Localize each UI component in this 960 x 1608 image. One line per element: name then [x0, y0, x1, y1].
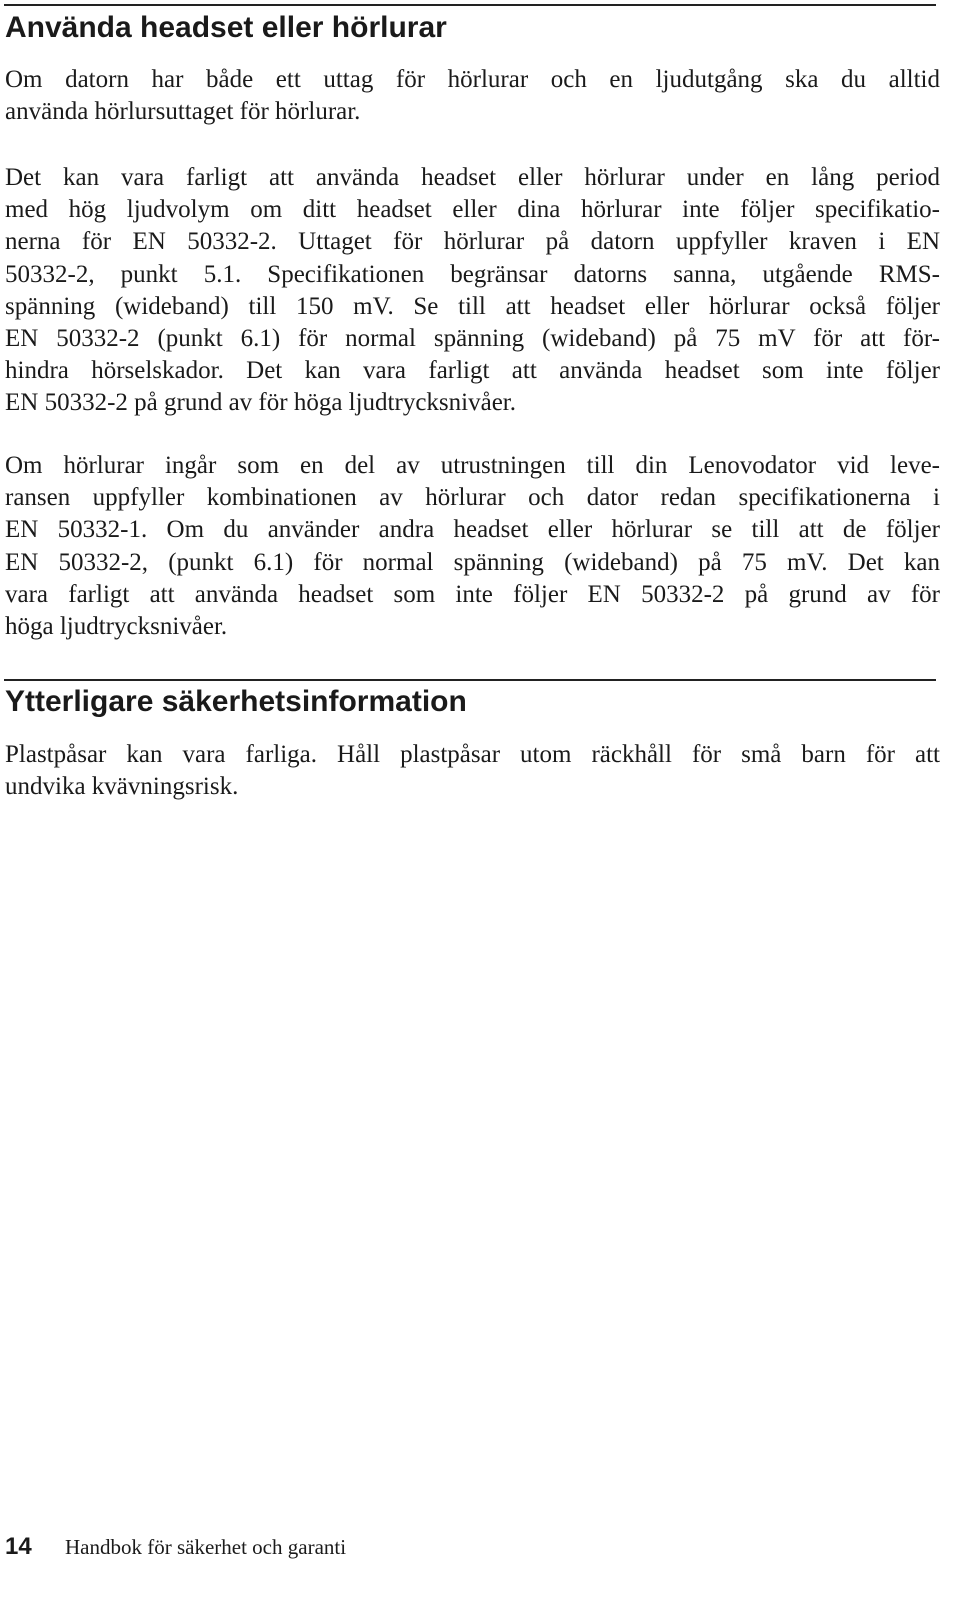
text-line: 50332-2, punkt 5.1. Specifikationen begränsar datorns sanna, utgående RMS- [5, 260, 940, 288]
text-line: ransen uppfyller kombinationen av hörlurar och dator redan specifikationerna i [5, 484, 940, 512]
paragraph-en50332-2-warning [5, 162, 940, 420]
text-line: EN 50332-2 på grund av för höga ljudtrycksnivåer. [5, 389, 516, 417]
paragraph-headphone-jack [5, 64, 940, 128]
text-line: med hög ljudvolym om ditt headset eller dina hörlurar inte följer specifikatio- [5, 196, 940, 224]
text-line: Om hörlurar ingår som en del av utrustningen till din Lenovodator vid leve- [5, 452, 940, 479]
page-number: 14 [5, 1533, 32, 1560]
text-line: EN 50332-2, (punkt 6.1) för normal spänning (wideband) på 75 mV. Det kan [5, 548, 940, 576]
text-line: Om datorn har både ett uttag för hörlurar och en ljudutgång ska du alltid [5, 66, 940, 93]
book-title: Handbok för säkerhet och garanti [65, 1535, 347, 1559]
text-line: hindra hörselskador. Det kan vara farligt att använda headset som inte följer [5, 357, 940, 385]
text-line: Det kan vara farligt att använda headset eller hörlurar under en lång period [5, 164, 940, 191]
section-heading-additional-safety: Ytterligare säkerhetsinformation [5, 685, 467, 718]
text-line: använda hörlursuttaget för hörlurar. [5, 98, 361, 126]
text-line: undvika kvävningsrisk. [5, 773, 239, 801]
text-line: Plastpåsar kan vara farliga. Håll plastpåsar utom räckhåll för små barn för att [5, 741, 940, 768]
text-line: vara farligt att använda headset som inte följer EN 50332-2 på grund av för [5, 580, 940, 608]
text-line: EN 50332-2 (punkt 6.1) för normal spänning (wideband) på 75 mV för att för- [5, 325, 940, 353]
section-heading-headset: Använda headset eller hörlurar [5, 11, 447, 44]
section-divider-top [4, 4, 936, 6]
text-line: nerna för EN 50332-2. Uttaget för hörlurar på datorn uppfyller kraven i EN [5, 228, 940, 256]
text-line: spänning (wideband) till 150 mV. Se till att headset eller hörlurar också följer [5, 292, 940, 320]
section-divider [4, 679, 936, 681]
paragraph-plastic-bags [5, 739, 940, 803]
text-line: höga ljudtrycksnivåer. [5, 613, 228, 641]
page-footer [5, 1533, 346, 1561]
paragraph-lenovo-headphones [5, 450, 940, 643]
text-line: EN 50332-1. Om du använder andra headset eller hörlurar se till att de följer [5, 516, 940, 544]
